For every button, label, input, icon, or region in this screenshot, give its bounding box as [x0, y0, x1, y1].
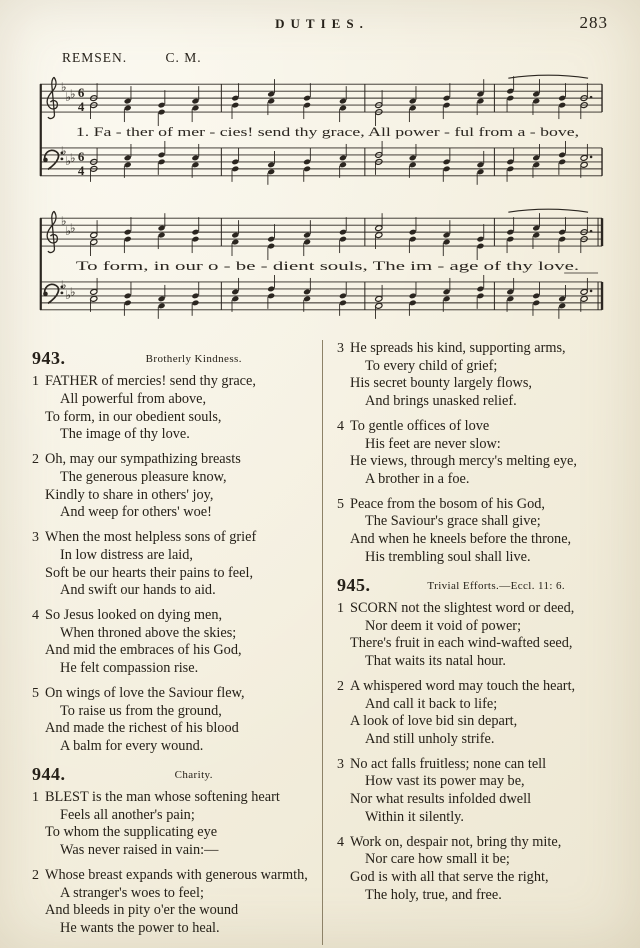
verse-number: 1 [32, 374, 39, 390]
verse-line: And still unholy strife. [365, 730, 495, 747]
hymn-heading [32, 347, 312, 369]
running-title: DUTIES. [275, 16, 369, 31]
verse-number: 4 [32, 607, 39, 623]
verse-line: And call it back to life; [365, 695, 498, 712]
hymn-verse [32, 789, 312, 860]
hymn-verse [337, 756, 612, 827]
verse-line: He wants the power to heal. [60, 920, 220, 937]
verse-line: Nor deem it void of power; [365, 617, 522, 634]
verse-line: How vast its power may be, [365, 773, 525, 790]
flat-sign-icon: ♭ [69, 150, 76, 165]
verse-line: To gentle offices of love [350, 417, 490, 434]
verse-line: When the most helpless sons of grief [45, 529, 257, 546]
music-score [32, 72, 612, 328]
verse-line: Oh, may our sympathizing breasts [45, 451, 241, 468]
verse-line: There's fruit in each wind-wafted seed, [350, 635, 573, 652]
hymn-title: Brotherly Kindness. [145, 353, 242, 365]
time-signature: 4 [77, 162, 85, 178]
verse-line: A brother in a foe. [365, 471, 470, 488]
verse-line: A look of love bid sin depart, [350, 713, 518, 730]
flat-sign-icon: ♭ [69, 87, 76, 102]
hymn-title: Trivial Efforts.—Eccl. 11: 6. [427, 579, 566, 592]
hymn-verse [337, 496, 612, 567]
verse-line: Was never raised in vain:— [60, 842, 219, 859]
verse-line: He spreads his kind, supporting arms, [350, 340, 566, 356]
time-signature: 6 [77, 85, 85, 101]
verse-line: Feels all another's pain; [60, 806, 195, 823]
hymn-verse [32, 373, 312, 444]
verse-line: His feet are never slow: [365, 435, 501, 452]
hymn-verse [337, 418, 612, 489]
flat-sign-icon: ♭ [65, 224, 72, 239]
verse-line: When throned above the skies; [60, 624, 237, 641]
verse-line: And weep for others' woe! [60, 504, 212, 521]
verse-number: 5 [337, 496, 344, 512]
verse-line: To whom the supplicating eye [45, 824, 218, 841]
verse-line: In low distress are laid, [60, 546, 194, 563]
hymn-verse [32, 607, 312, 678]
verse-line: To form, in our obedient souls, [45, 408, 222, 425]
tune-line [62, 50, 612, 68]
hymn-verse [32, 867, 312, 938]
verse-line: And made the richest of his blood [45, 720, 239, 737]
lyrics-line: To form, in our o - be - dient souls, The im - age of thy love. [75, 258, 580, 273]
page-number: 283 [579, 13, 608, 32]
verse-number: 2 [32, 452, 39, 468]
flat-sign-icon: ♭ [60, 277, 67, 292]
verse-line: He felt compassion rise. [60, 660, 199, 677]
verse-line: To raise us from the ground, [60, 702, 222, 719]
verse-line: His trembling soul shall live. [365, 548, 531, 565]
hymn-number: 944. [32, 763, 66, 784]
hymn-number: 945. [337, 574, 371, 595]
verse-number: 3 [337, 341, 344, 356]
verse-line: The generous pleasure know, [60, 468, 227, 485]
page-header [32, 13, 612, 42]
verse-number: 2 [337, 678, 344, 694]
time-signature: 4 [77, 99, 85, 115]
verse-line: The image of thy love. [60, 426, 190, 443]
flat-sign-icon: ♭ [60, 143, 67, 158]
lyrics-line: 1. Fa - ther of mer - cies! send thy grace, All power - ful from a - bove, [75, 124, 580, 139]
hymn-verse [337, 600, 612, 671]
music-system-1 [32, 72, 610, 194]
time-signature: 6 [77, 148, 85, 164]
hymn-verse [32, 451, 312, 522]
verse-line: Kindly to share in others' joy, [45, 486, 214, 503]
hymn-verse [337, 340, 612, 411]
verse-line: A whispered word may touch the heart, [350, 677, 576, 694]
verse-line: And bleeds in pity o'er the wound [45, 902, 239, 919]
verse-number: 2 [32, 867, 39, 883]
verse-line: And mid the embraces of his God, [45, 642, 242, 659]
verse-line: On wings of love the Saviour flew, [45, 684, 245, 701]
verse-line: A balm for every wound. [60, 737, 204, 754]
verse-number: 3 [337, 756, 344, 772]
verse-line: And swift our hands to aid. [60, 582, 216, 599]
verse-line: Within it silently. [365, 808, 464, 825]
hymn-title: Charity. [174, 768, 213, 781]
left-column [32, 340, 322, 945]
flat-sign-icon: ♭ [69, 284, 76, 299]
flat-sign-icon: ♭ [65, 287, 72, 302]
verse-line: He views, through mercy's melting eye, [350, 453, 577, 470]
verse-line: FATHER of mercies! send thy grace, [45, 373, 256, 390]
verse-line: A stranger's woes to feel; [60, 884, 204, 901]
verse-line: SCORN not the slightest word or deed, [350, 599, 575, 616]
verse-line: BLEST is the man whose softening heart [45, 789, 280, 805]
verse-line: Nor care how small it be; [365, 851, 510, 868]
verse-line: And brings unasked relief. [365, 393, 517, 410]
verse-line: That waits its natal hour. [365, 653, 506, 670]
hymn-number: 943. [32, 348, 66, 368]
tune-name: REMSEN. [62, 50, 128, 65]
verse-line: To every child of grief; [365, 357, 498, 374]
verse-line: The Saviour's grace shall give; [365, 513, 541, 530]
hymn-verse [32, 529, 312, 600]
flat-sign-icon: ♭ [60, 80, 67, 95]
verse-line: The holy, true, and free. [365, 886, 502, 903]
hymn-heading [32, 763, 312, 785]
flat-sign-icon: ♭ [60, 214, 67, 229]
verse-number: 1 [337, 600, 344, 616]
hymn-heading [337, 574, 612, 596]
verse-number: 4 [337, 418, 344, 434]
verse-line: So Jesus looked on dying men, [45, 606, 223, 623]
verse-line: And when he kneels before the throne, [350, 531, 572, 548]
hymn-verse [337, 678, 612, 749]
flat-sign-icon: ♭ [65, 90, 72, 105]
verse-line: Nor what results infolded dwell [350, 791, 532, 808]
flat-sign-icon: ♭ [69, 221, 76, 236]
hymn-verse [32, 685, 312, 756]
hymn-text-columns [32, 340, 612, 945]
verse-line: Soft be our hearts their pains to feel, [45, 564, 254, 581]
verse-number: 1 [32, 790, 39, 805]
verse-number: 5 [32, 685, 39, 701]
verse-line: Peace from the bosom of his God, [350, 495, 545, 512]
music-system-2 [32, 206, 610, 328]
verse-number: 3 [32, 530, 39, 546]
verse-line: Whose breast expands with generous warmth, [45, 866, 308, 883]
verse-line: No act falls fruitless; none can tell [350, 755, 547, 772]
verse-line: His secret bounty largely flows, [350, 375, 532, 392]
verse-line: All powerful from above, [60, 391, 207, 408]
verse-line: Work on, despair not, bring thy mite, [350, 833, 562, 850]
hymn-verse [337, 834, 612, 905]
flat-sign-icon: ♭ [65, 153, 72, 168]
right-column [322, 340, 612, 945]
verse-line: God is with all that serve the right, [350, 869, 549, 885]
tune-meter: C. M. [165, 50, 202, 65]
verse-number: 4 [337, 834, 344, 850]
